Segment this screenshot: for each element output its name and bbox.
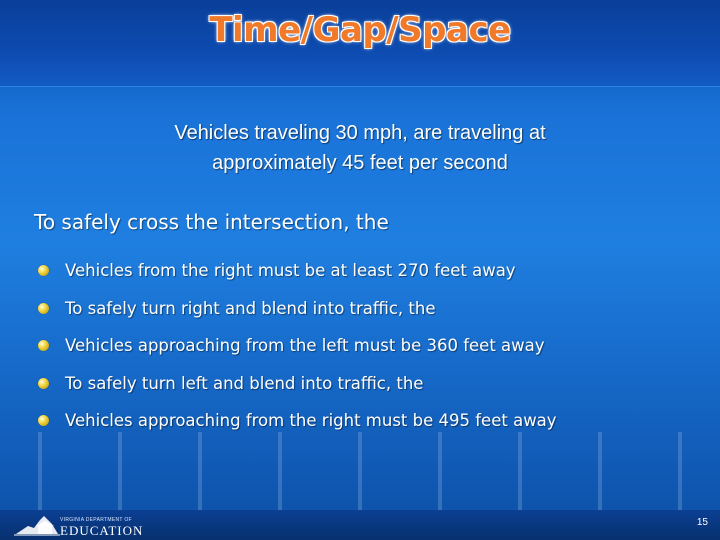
bullet-icon (38, 265, 49, 276)
slide-title: Time/Gap/Space (209, 10, 511, 50)
top-bullet: To safely cross the intersection, the (34, 210, 389, 234)
list-item (38, 252, 698, 290)
list-item-text: Vehicles approaching from the left must be 360 feet away (65, 336, 545, 356)
list-item (38, 290, 698, 328)
decorative-bars (0, 432, 720, 510)
bullet-icon (38, 415, 49, 426)
list-item-text: Vehicles approaching from the right must be 495 feet away (65, 411, 557, 431)
bullet-icon (38, 340, 49, 351)
logo-subtext: VIRGINIA DEPARTMENT OF (60, 517, 132, 523)
bullet-icon (38, 378, 49, 389)
page-number: 15 (696, 517, 708, 528)
subtitle-line-1: Vehicles traveling 30 mph, are traveling at (174, 122, 546, 144)
subtitle-line-2: approximately 45 feet per second (212, 152, 508, 174)
logo-text: EDUCATION (60, 523, 144, 538)
list-item (38, 327, 698, 365)
list-item-text: To safely turn right and blend into traffic, the (65, 298, 436, 318)
list-item (38, 365, 698, 403)
list-item-text: To safely turn left and blend into traffic, the (65, 373, 424, 393)
slide-subtitle (60, 118, 660, 178)
list-item-text: Vehicles from the right must be at least 270 feet away (65, 261, 516, 281)
sub-bullet-list (38, 252, 698, 440)
bullet-icon (38, 303, 49, 314)
